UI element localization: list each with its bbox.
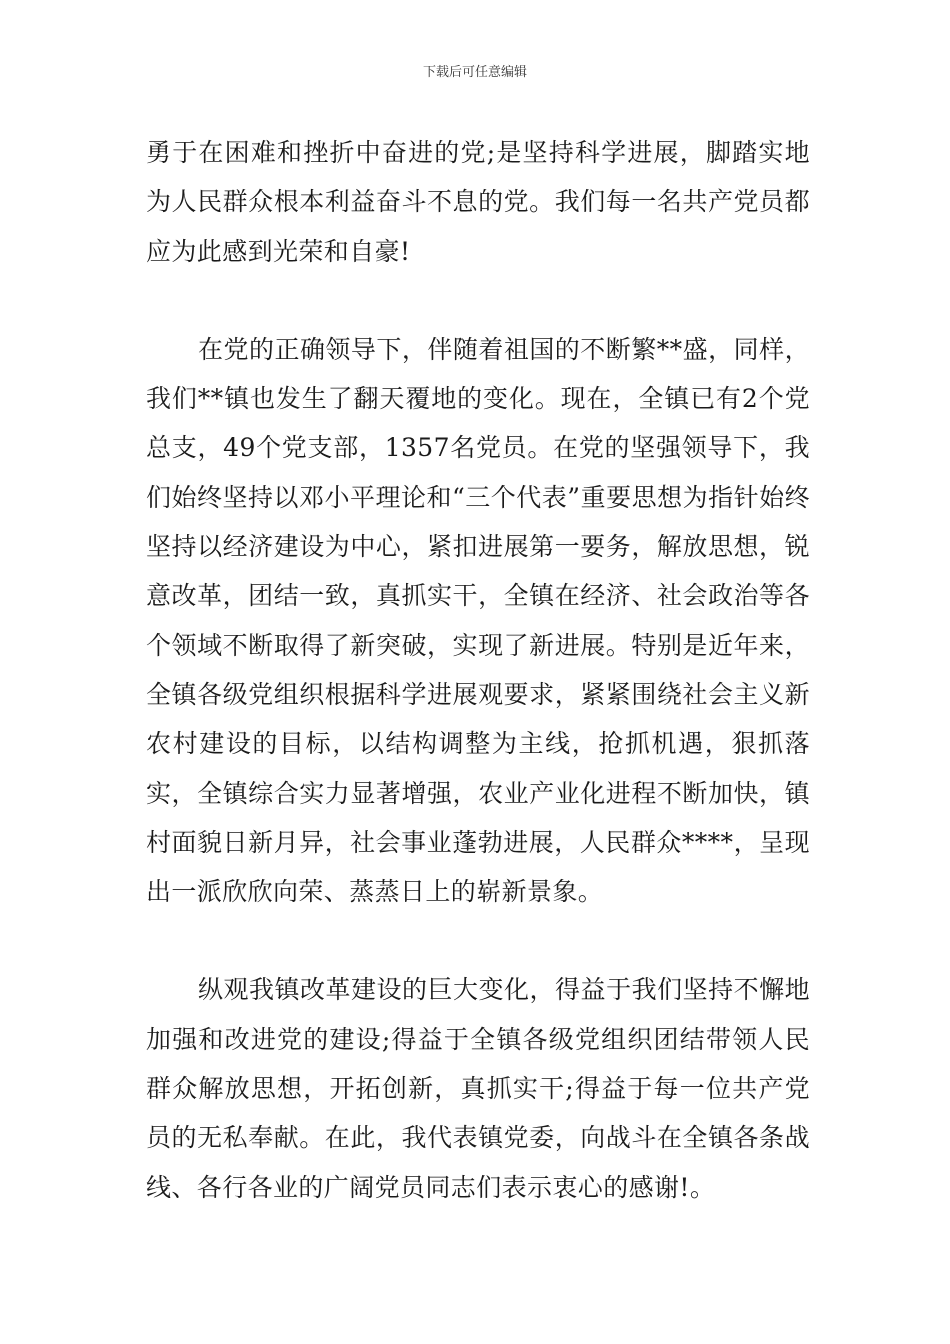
paragraph-1: 勇于在困难和挫折中奋进的党;是坚持科学进展，脚踏实地为人民群众根本利益奋斗不息的党。我们每一名共产党员都应为此感到光荣和自豪! [146,138,810,266]
document-body [146,128,810,1212]
paragraph-2: 在党的正确领导下，伴随着祖国的不断繁**盛，同样，我们**镇也发生了翻天覆地的变化。现在，全镇已有2个党总支，49个党支部，1357名党员。在党的坚强领导下，我们始终坚持以邓小平理论和“三个代表”重要思想为指针始终坚持以经济建设为中心，紧扣进展第一要务，解放思想，锐意改革，团结一致，真抓实干，全镇在经济、社会政治等各个领域不断取得了新突破，实现了新进展。特别是近年来，全镇各级党组织根据科学进展观要求，紧紧围绕社会主义新农村建设的目标，以结构调整为主线，抢抓机遇，狠抓落实，全镇综合实力显著增强，农业产业化进程不断加快，镇村面貌日新月异，社会事业蓬勃进展，人民群众****，呈现出一派欣欣向荣、蒸蒸日上的崭新景象。 [146,334,810,907]
page-header: 下载后可任意编辑 [422,65,527,80]
paragraph-3: 纵观我镇改革建设的巨大变化，得益于我们坚持不懈地加强和改进党的建设;得益于全镇各级党组织团结带领人民群众解放思想，开拓创新，真抓实干;得益于每一位共产党员的无私奉献。在此，我代表镇党委，向战斗在全镇各条战线、各行各业的广阔党员同志们表示衷心的感谢!。 [146,975,810,1202]
